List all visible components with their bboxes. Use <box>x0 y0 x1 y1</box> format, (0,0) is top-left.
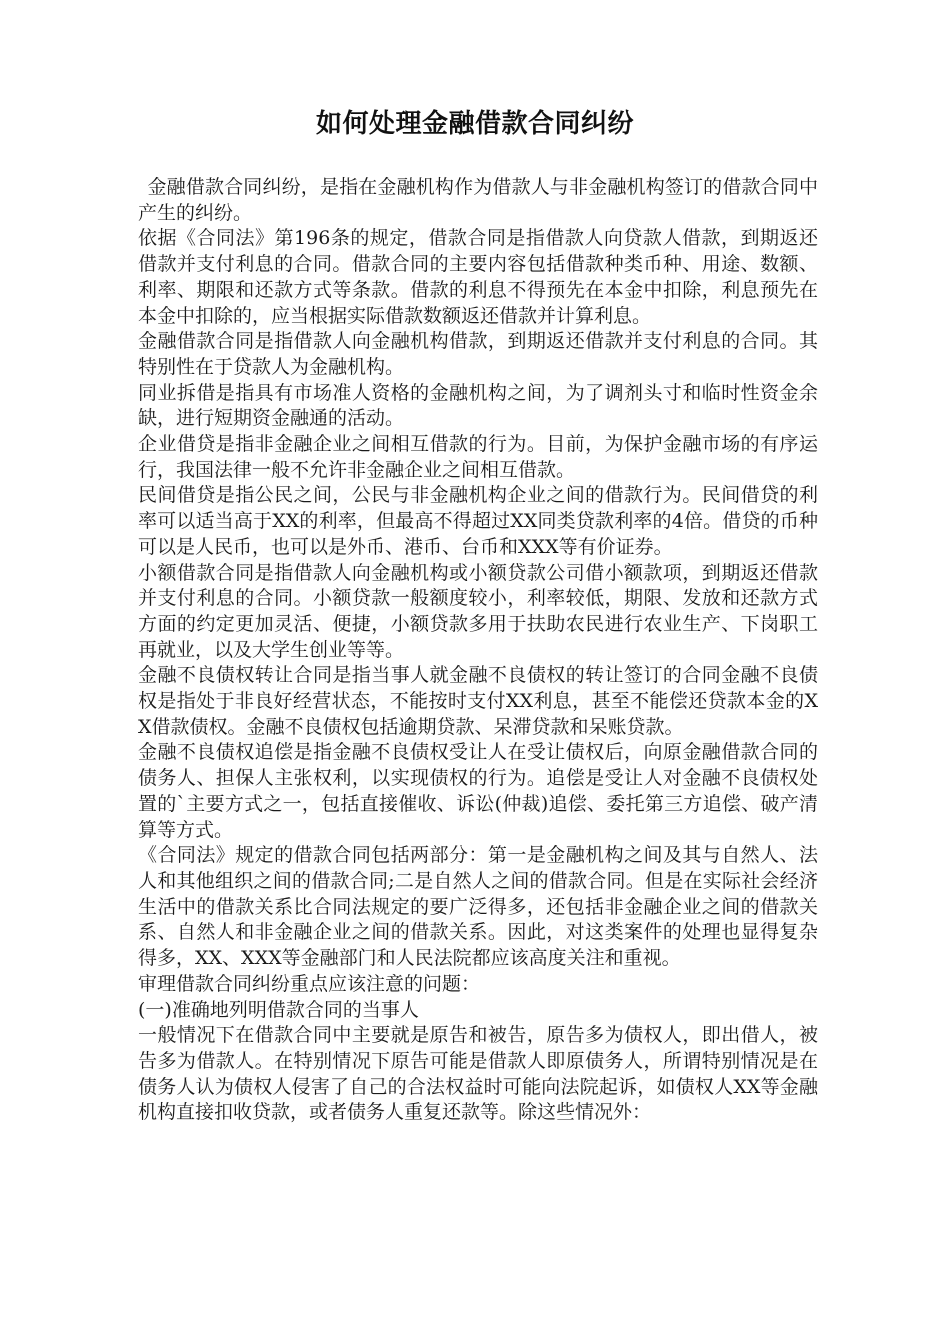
page-title: 如何处理金融借款合同纠纷 <box>315 109 634 139</box>
paragraph-intro: 金融借款合同纠纷，是指在金融机构作为借款人与非金融机构签订的借款合同中产生的纠纷。 <box>138 176 818 224</box>
paragraph-contract-law-scope: 《合同法》规定的借款合同包括两部分：第一是金融机构之间及其与自然人、法人和其他组织之间的借款合同;二是自然人之间的借款合同。但是在实际社会经济生活中的借款关系比合同法规定的要广泛得多，还包括非金融企业之间的借款关系、自然人和非金融企业之间的借款关系。因此，对这类案件的处理也显得复杂得多，XX、XXX等金融部门和人民法院都应该高度关注和重视。 <box>138 844 818 970</box>
paragraph-enterprise-lending: 企业借贷是指非金融企业之间相互借款的行为。目前，为保护金融市场的有序运行，我国法律一般不允许非金融企业之间相互借款。 <box>138 433 818 481</box>
paragraph-financial-loan-contract: 金融借款合同是指借款人向金融机构借款，到期返还借款并支付利息的合同。其特别性在于贷款人为金融机构。 <box>138 330 818 378</box>
paragraph-small-loan: 小额借款合同是指借款人向金融机构或小额贷款公司借小额款项，到期返还借款并支付利息的合同。小额贷款一般额度较小，利率较低，期限、发放和还款方式方面的约定更加灵活、便捷，小额贷款多用于扶助农民进行农业生产、下岗职工再就业，以及大学生创业等等。 <box>138 561 818 661</box>
paragraph-npl-transfer: 金融不良债权转让合同是指当事人就金融不良债权的转让签订的合同金融不良债权是指处于非良好经营状态，不能按时支付XX利息，甚至不能偿还贷款本金的XX借款债权。金融不良债权包括逾期贷款、呆滞贷款和呆账贷款。 <box>138 664 818 738</box>
paragraph-contract-law-196: 依据《合同法》第196条的规定，借款合同是指借款人向贷款人借款，到期返还借款并支付利息的合同。借款合同的主要内容包括借款种类币种、用途、数额、利率、期限和还款方式等条款。借款的利息不得预先在本金中扣除，利息预先在本金中扣除的，应当根据实际借款数额返还借款并计算利息。 <box>138 227 818 327</box>
paragraph-subheading-parties: (一)准确地列明借款合同的当事人 <box>138 998 419 1021</box>
document-body <box>138 175 818 1126</box>
paragraph-private-lending: 民间借贷是指公民之间，公民与非金融机构企业之间的借款行为。民间借贷的利率可以适当高于XX的利率，但最高不得超过XX同类贷款利率的4倍。借贷的币种可以是人民币，也可以是外币、港币、台币和XXX等有价证券。 <box>138 484 818 558</box>
paragraph-parties-detail: 一般情况下在借款合同中主要就是原告和被告，原告多为债权人，即出借人，被告多为借款人。在特别情况下原告可能是借款人即原债务人，所谓特别情况是在债务人认为债权人侵害了自己的合法权益时可能向法院起诉，如债权人XX等金融机构直接扣收贷款，或者债务人重复还款等。除这些情况外： <box>138 1024 818 1124</box>
paragraph-key-issues-heading: 审理借款合同纠纷重点应该注意的问题： <box>138 972 481 995</box>
paragraph-interbank-lending: 同业拆借是指具有市场准人资格的金融机构之间，为了调剂头寸和临时性资金余缺，进行短期资金融通的活动。 <box>138 381 818 430</box>
paragraph-npl-recovery: 金融不良债权追偿是指金融不良债权受让人在受让债权后，向原金融借款合同的债务人、担保人主张权利，以实现债权的行为。追偿是受让人对金融不良债权处置的`主要方式之一，包括直接催收、诉讼(仲裁)追偿、委托第三方追偿、破产清算等方式。 <box>138 741 818 841</box>
